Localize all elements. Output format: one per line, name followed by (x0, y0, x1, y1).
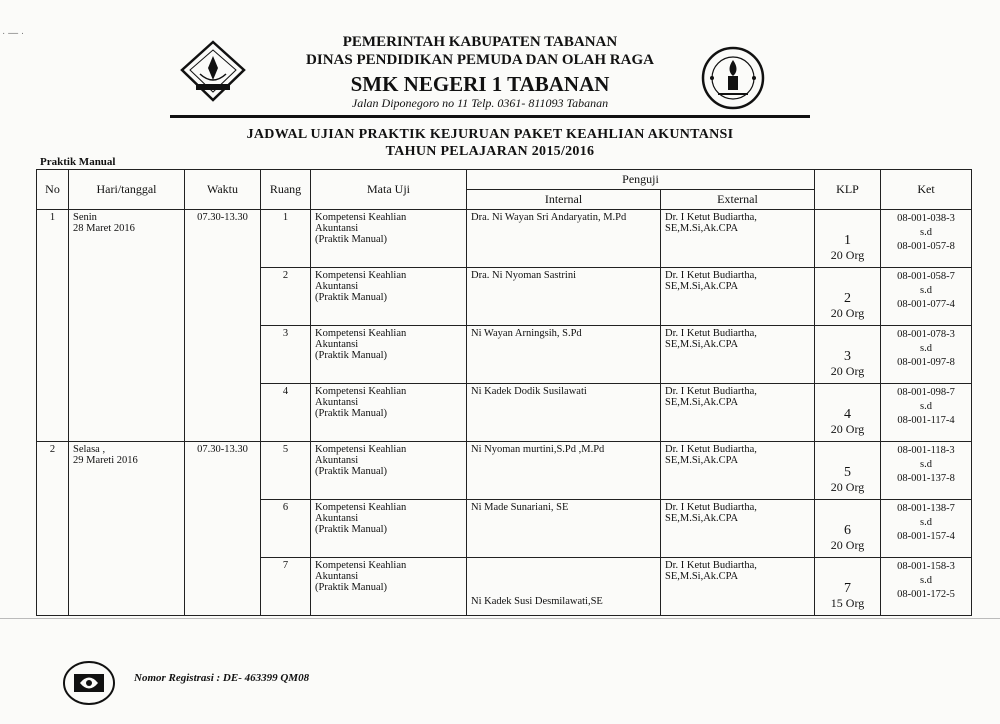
subject-line: Akuntansi (315, 397, 359, 408)
subject-line: Kompetensi Keahlian (315, 328, 407, 339)
external-examiner (661, 326, 815, 384)
day-name: Senin (73, 212, 97, 223)
table-row (37, 442, 972, 500)
subject-line: (Praktik Manual) (315, 292, 388, 303)
external-name: Dr. I Ketut Budiartha, (665, 560, 757, 571)
day-no: 1 (37, 210, 69, 442)
subject-cell (311, 384, 467, 442)
day-name: Selasa , (73, 444, 106, 455)
subject-line: Akuntansi (315, 513, 359, 524)
external-degree: SE,M.Si,Ak.CPA (665, 223, 739, 234)
klp-number: 5 (844, 465, 852, 480)
ket-sd: s.d (920, 517, 932, 528)
subject-line: Kompetensi Keahlian (315, 444, 407, 455)
internal-examiner: Ni Kadek Susi Desmilawati,SE (467, 558, 661, 616)
external-name: Dr. I Ketut Budiartha, (665, 386, 757, 397)
ket-sd: s.d (920, 227, 932, 238)
table-row (37, 210, 972, 268)
ket-from: 08-001-158-3 (897, 561, 955, 572)
day-date: 29 Mareti 2016 (73, 455, 138, 466)
external-degree: SE,M.Si,Ak.CPA (665, 281, 739, 292)
subject-line: (Praktik Manual) (315, 408, 388, 419)
external-examiner (661, 558, 815, 616)
ket-from: 08-001-058-7 (897, 271, 955, 282)
internal-examiner: Ni Wayan Arningsih, S.Pd (467, 326, 661, 384)
subject-line: (Praktik Manual) (315, 524, 388, 535)
klp-number: 2 (844, 291, 852, 306)
header-klp: KLP (815, 170, 881, 210)
room-number: 5 (261, 442, 311, 500)
subject-line: Kompetensi Keahlian (315, 212, 407, 223)
day-cell (69, 210, 185, 442)
ket-to: 08-001-172-5 (897, 589, 955, 600)
subject-line: Akuntansi (315, 223, 359, 234)
room-number: 6 (261, 500, 311, 558)
ket-sd: s.d (920, 459, 932, 470)
external-degree: SE,M.Si,Ak.CPA (665, 397, 739, 408)
external-examiner (661, 384, 815, 442)
subject-line: (Praktik Manual) (315, 466, 388, 477)
internal-examiner: Ni Kadek Dodik Susilawati (467, 384, 661, 442)
klp-number: 4 (844, 407, 852, 422)
ket-sd: s.d (920, 575, 932, 586)
ket-from: 08-001-038-3 (897, 213, 955, 224)
ket-to: 08-001-077-4 (897, 299, 955, 310)
ket-cell (881, 326, 972, 384)
subject-line: Kompetensi Keahlian (315, 560, 407, 571)
day-cell (69, 442, 185, 616)
letterhead (0, 0, 1000, 120)
header-room: Ruang (261, 170, 311, 210)
klp-cell (815, 384, 881, 442)
subject-cell (311, 268, 467, 326)
klp-number: 6 (844, 523, 852, 538)
external-degree: SE,M.Si,Ak.CPA (665, 513, 739, 524)
klp-cell (815, 326, 881, 384)
subject-line: Kompetensi Keahlian (315, 386, 407, 397)
section-label: Praktik Manual (40, 156, 116, 168)
klp-count: 15 Org (830, 596, 865, 610)
external-name: Dr. I Ketut Budiartha, (665, 328, 757, 339)
internal-examiner: Ni Made Sunariani, SE (467, 500, 661, 558)
ket-cell (881, 210, 972, 268)
room-number: 2 (261, 268, 311, 326)
ket-from: 08-001-118-3 (897, 445, 955, 456)
external-examiner (661, 442, 815, 500)
scan-mark: · — · (2, 28, 25, 39)
subject-cell (311, 210, 467, 268)
document-subtitle: TAHUN PELAJARAN 2015/2016 (385, 144, 595, 159)
klp-count: 20 Org (830, 422, 865, 436)
ket-cell (881, 442, 972, 500)
header-no: No (37, 170, 69, 210)
klp-number: 3 (844, 349, 852, 364)
registration-number: Nomor Registrasi : DE- 463399 QM08 (134, 672, 310, 684)
external-examiner (661, 268, 815, 326)
subject-line: Kompetensi Keahlian (315, 502, 407, 513)
ket-from: 08-001-098-7 (897, 387, 955, 398)
ket-cell (881, 384, 972, 442)
iso-certification-icon (62, 660, 116, 706)
room-number: 7 (261, 558, 311, 616)
header-examiner: Penguji (467, 170, 815, 190)
subject-cell (311, 500, 467, 558)
footer-divider (0, 618, 1000, 619)
external-name: Dr. I Ketut Budiartha, (665, 270, 757, 281)
external-name: Dr. I Ketut Budiartha, (665, 444, 757, 455)
regency-crest-icon (180, 40, 246, 102)
internal-examiner: Dra. Ni Wayan Sri Andaryatin, M.Pd (467, 210, 661, 268)
klp-cell (815, 558, 881, 616)
header-time: Waktu (185, 170, 261, 210)
subject-line: (Praktik Manual) (315, 582, 388, 593)
external-degree: SE,M.Si,Ak.CPA (665, 455, 739, 466)
department-name: DINAS PENDIDIKAN PEMUDA DAN OLAH RAGA (306, 52, 654, 68)
internal-examiner: Dra. Ni Nyoman Sastrini (467, 268, 661, 326)
external-degree: SE,M.Si,Ak.CPA (665, 339, 739, 350)
header-ket: Ket (881, 170, 972, 210)
school-emblem-icon (700, 46, 766, 110)
ket-cell (881, 500, 972, 558)
ket-to: 08-001-157-4 (897, 531, 955, 542)
ket-cell (881, 268, 972, 326)
ket-to: 08-001-097-8 (897, 357, 955, 368)
subject-line: (Praktik Manual) (315, 350, 388, 361)
room-number: 1 (261, 210, 311, 268)
document-title: JADWAL UJIAN PRAKTIK KEJURUAN PAKET KEAHLIAN AKUNTANSI (246, 127, 734, 142)
header-subject: Mata Uji (311, 170, 467, 210)
school-address: Jalan Diponegoro no 11 Telp. 0361- 811093 Tabanan (351, 96, 609, 110)
government-name: PEMERINTAH KABUPATEN TABANAN (342, 34, 618, 50)
header-internal: Internal (467, 190, 661, 210)
subject-cell (311, 558, 467, 616)
ket-sd: s.d (920, 343, 932, 354)
klp-cell (815, 442, 881, 500)
klp-count: 20 Org (830, 248, 865, 262)
klp-count: 20 Org (830, 480, 865, 494)
subject-cell (311, 326, 467, 384)
day-time: 07.30-13.30 (185, 442, 261, 616)
external-name: Dr. I Ketut Budiartha, (665, 502, 757, 513)
klp-cell (815, 210, 881, 268)
exam-schedule-table (36, 169, 972, 616)
external-degree: SE,M.Si,Ak.CPA (665, 571, 739, 582)
header-day: Hari/tanggal (69, 170, 185, 210)
subject-line: Akuntansi (315, 281, 359, 292)
subject-line: Kompetensi Keahlian (315, 270, 407, 281)
day-date: 28 Maret 2016 (73, 223, 135, 234)
room-number: 3 (261, 326, 311, 384)
subject-cell (311, 442, 467, 500)
letterhead-rule (170, 115, 810, 118)
subject-line: Akuntansi (315, 339, 359, 350)
external-examiner (661, 500, 815, 558)
day-no: 2 (37, 442, 69, 616)
subject-line: (Praktik Manual) (315, 234, 388, 245)
school-name: SMK NEGERI 1 TABANAN (350, 72, 610, 96)
klp-cell (815, 268, 881, 326)
ket-to: 08-001-057-8 (897, 241, 955, 252)
klp-count: 20 Org (830, 364, 865, 378)
subject-line: Akuntansi (315, 571, 359, 582)
ket-from: 08-001-138-7 (897, 503, 955, 514)
internal-examiner: Ni Nyoman murtini,S.Pd ,M.Pd (467, 442, 661, 500)
klp-cell (815, 500, 881, 558)
ket-to: 08-001-117-4 (897, 415, 955, 426)
klp-count: 20 Org (830, 306, 865, 320)
ket-cell (881, 558, 972, 616)
klp-number: 1 (844, 233, 852, 248)
external-name: Dr. I Ketut Budiartha, (665, 212, 757, 223)
room-number: 4 (261, 384, 311, 442)
header-external: External (661, 190, 815, 210)
klp-number: 7 (844, 581, 852, 596)
subject-line: Akuntansi (315, 455, 359, 466)
day-time: 07.30-13.30 (185, 210, 261, 442)
external-examiner (661, 210, 815, 268)
klp-count: 20 Org (830, 538, 865, 552)
ket-from: 08-001-078-3 (897, 329, 955, 340)
ket-sd: s.d (920, 285, 932, 296)
ket-to: 08-001-137-8 (897, 473, 955, 484)
ket-sd: s.d (920, 401, 932, 412)
